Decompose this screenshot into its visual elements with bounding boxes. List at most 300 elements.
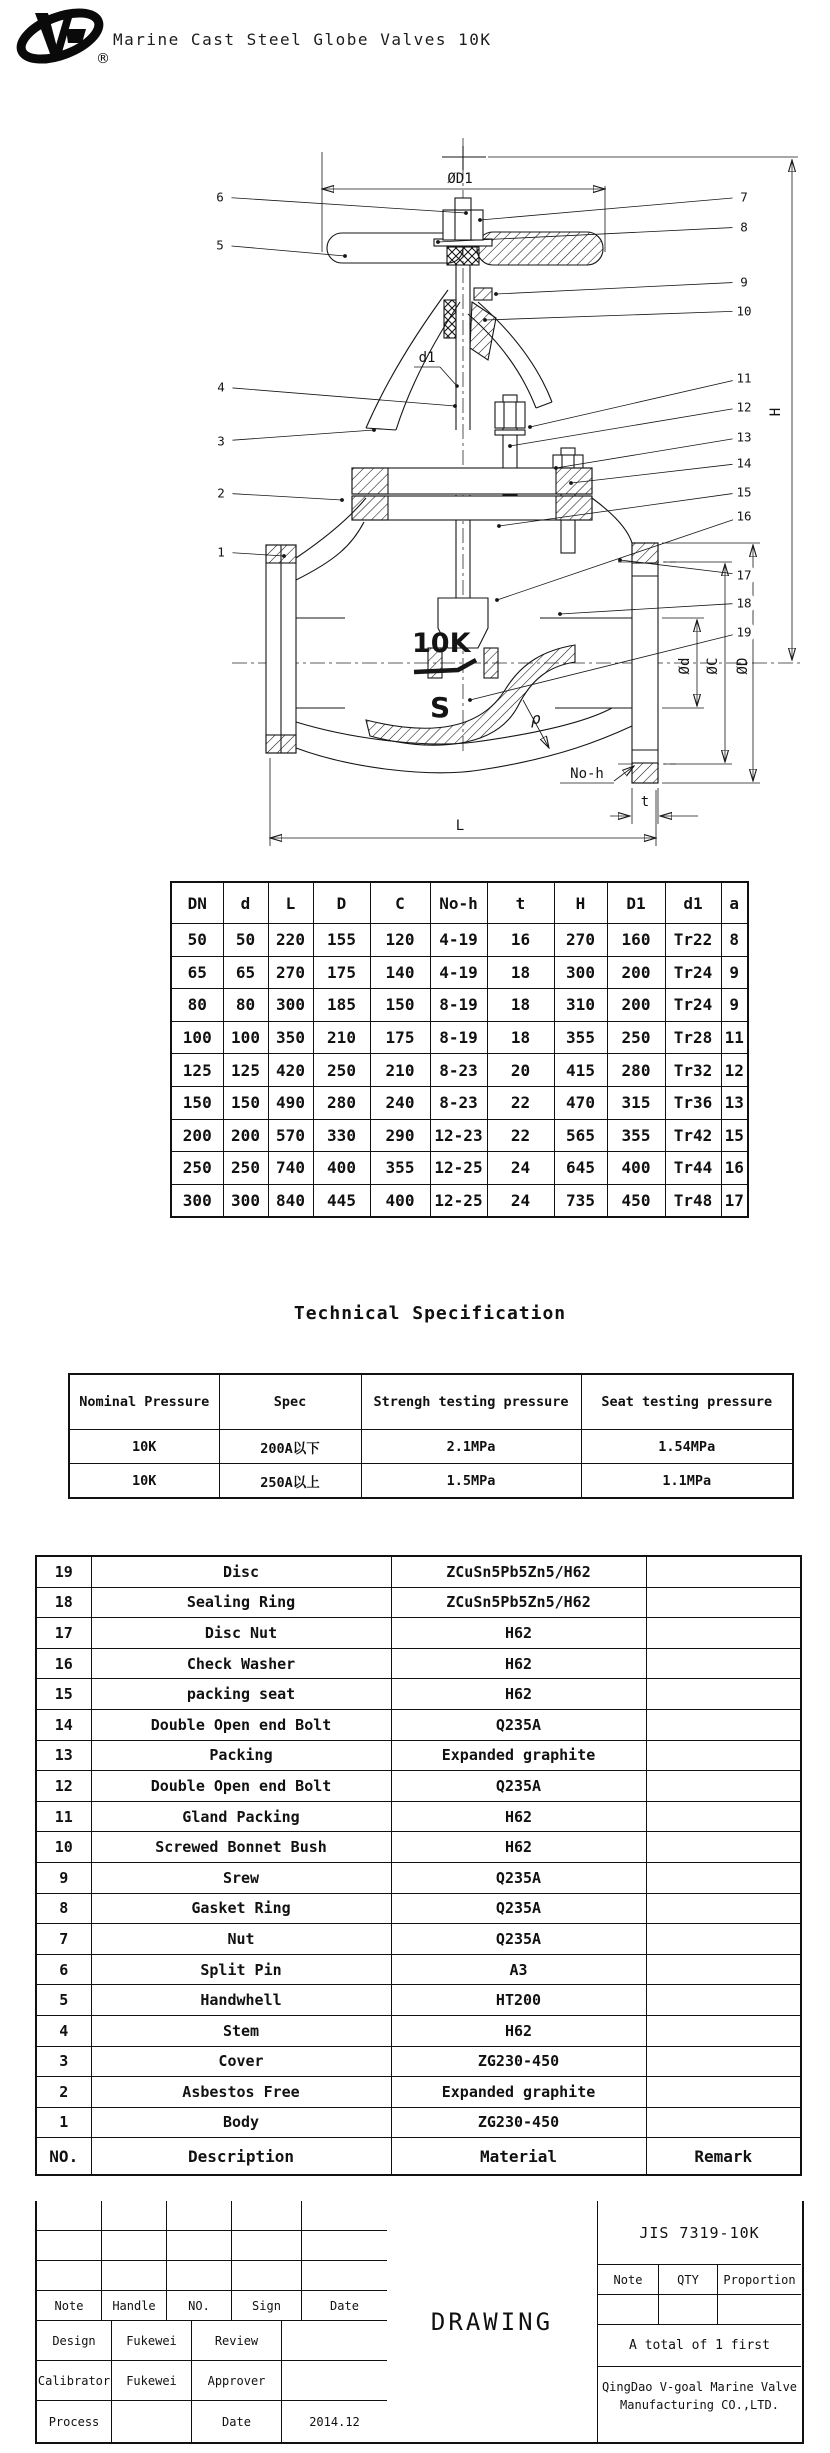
dim-value: 310 <box>554 989 607 1022</box>
parts-value: Screwed Bonnet Bush <box>91 1832 391 1863</box>
callout-10 <box>483 300 755 323</box>
dim-value: 470 <box>554 1086 607 1119</box>
svg-text:17: 17 <box>736 567 752 583</box>
parts-list-row <box>36 1832 801 1863</box>
dim-value: 200 <box>607 956 665 989</box>
dim-value: 250 <box>223 1152 268 1185</box>
rev-col-date: Date <box>302 2291 387 2321</box>
title-block-revision-grid <box>37 2201 387 2442</box>
parts-value: ZG230-450 <box>391 2107 646 2138</box>
parts-value <box>646 1648 801 1679</box>
parts-value <box>646 1771 801 1802</box>
sheet-total: A total of 1 first <box>598 2325 801 2367</box>
dimension-table-header-row <box>171 882 748 924</box>
parts-value: HT200 <box>391 1985 646 2016</box>
parts-value: Double Open end Bolt <box>91 1709 391 1740</box>
parts-list-row <box>36 1648 801 1679</box>
parts-value <box>646 1679 801 1710</box>
dim-col-header: D1 <box>607 882 665 924</box>
spec-col-header: Spec <box>219 1374 361 1430</box>
tech-spec-table <box>68 1373 794 1499</box>
dim-value: Tr22 <box>665 924 721 957</box>
dim-value: 80 <box>171 989 223 1022</box>
svg-text:1: 1 <box>217 544 225 560</box>
parts-value: 19 <box>36 1556 91 1587</box>
svg-text:4: 4 <box>217 379 225 395</box>
parts-value: 13 <box>36 1740 91 1771</box>
parts-value <box>646 2046 801 2077</box>
parts-value: 8 <box>36 1893 91 1924</box>
parts-value: ZCuSn5Pb5Zn5/H62 <box>391 1556 646 1587</box>
dim-value: 12-25 <box>430 1152 487 1185</box>
dim-value: 290 <box>370 1119 430 1152</box>
dim-value: 150 <box>171 1086 223 1119</box>
dim-value: Tr24 <box>665 956 721 989</box>
parts-list-header-row <box>36 2138 801 2176</box>
dim-value: 490 <box>268 1086 313 1119</box>
spec-value: 1.5MPa <box>361 1464 581 1499</box>
parts-value <box>646 2107 801 2138</box>
dim-value: 80 <box>223 989 268 1022</box>
dim-col-header: d <box>223 882 268 924</box>
dim-table-row <box>171 924 748 957</box>
dim-value: 150 <box>370 989 430 1022</box>
parts-value: Sealing Ring <box>91 1587 391 1618</box>
parts-value: H62 <box>391 1648 646 1679</box>
tech-spec-heading: Technical Specification <box>293 1303 567 1324</box>
dim-col-header: D <box>313 882 370 924</box>
dim-value: 420 <box>268 1054 313 1087</box>
stem-nut <box>443 198 483 240</box>
date-value: 2014.12 <box>309 2414 360 2429</box>
dim-value: 12 <box>721 1054 748 1087</box>
parts-value: 3 <box>36 2046 91 2077</box>
svg-text:3: 3 <box>217 433 225 449</box>
dim-value: 270 <box>268 956 313 989</box>
dim-value: Tr48 <box>665 1184 721 1217</box>
logo-mark <box>15 5 105 68</box>
parts-value <box>646 1862 801 1893</box>
parts-list-row <box>36 2077 801 2108</box>
parts-value <box>646 1954 801 1985</box>
dim-value: 20 <box>487 1054 554 1087</box>
dim-value: 240 <box>370 1086 430 1119</box>
parts-col-header: Description <box>91 2138 391 2176</box>
dim-value: 280 <box>313 1086 370 1119</box>
parts-list-row <box>36 1556 801 1587</box>
dim-value: 24 <box>487 1152 554 1185</box>
parts-value <box>646 1985 801 2016</box>
dim-table-row <box>171 989 748 1022</box>
parts-value: Check Washer <box>91 1648 391 1679</box>
title-block-info <box>598 2201 801 2442</box>
dim-value: 9 <box>721 956 748 989</box>
parts-value: Gland Packing <box>91 1801 391 1832</box>
dim-value: 8-23 <box>430 1054 487 1087</box>
dim-value: 22 <box>487 1119 554 1152</box>
svg-text:8: 8 <box>740 219 748 235</box>
parts-value <box>646 2077 801 2108</box>
parts-value: Body <box>91 2107 391 2138</box>
dim-value: 125 <box>223 1054 268 1087</box>
parts-value: Q235A <box>391 1924 646 1955</box>
parts-value <box>646 1801 801 1832</box>
parts-value: 5 <box>36 1985 91 2016</box>
qty-col-label: QTY <box>659 2265 718 2295</box>
svg-text:15: 15 <box>736 484 752 500</box>
parts-value: Disc Nut <box>91 1618 391 1649</box>
parts-value <box>646 1893 801 1924</box>
dim-value: 415 <box>554 1054 607 1087</box>
seat-partition <box>366 598 575 745</box>
bonnet-flange <box>352 468 592 520</box>
spec-value: 200A以下 <box>219 1430 361 1464</box>
dim-value: 570 <box>268 1119 313 1152</box>
rev-col-note: Note <box>37 2291 102 2321</box>
parts-list-row <box>36 1862 801 1893</box>
spec-value: 1.1MPa <box>581 1464 793 1499</box>
parts-value: Asbestos Free <box>91 2077 391 2108</box>
page-title: Marine Cast Steel Globe Valves 10K <box>113 30 492 49</box>
dim-value: 330 <box>313 1119 370 1152</box>
dim-value: 355 <box>607 1119 665 1152</box>
dim-value: 735 <box>554 1184 607 1217</box>
design-name: Fukewei <box>112 2321 192 2361</box>
process-label: Process <box>37 2401 112 2442</box>
spec-col-header: Nominal Pressure <box>69 1374 219 1430</box>
callout-14 <box>569 452 755 485</box>
dim-value: Tr36 <box>665 1086 721 1119</box>
dim-label-H: H <box>768 407 784 417</box>
dim-value: 15 <box>721 1119 748 1152</box>
dim-value: 200 <box>171 1119 223 1152</box>
dim-label-d: Ød <box>677 657 693 675</box>
dim-value: 4-19 <box>430 924 487 957</box>
parts-value: Split Pin <box>91 1954 391 1985</box>
dim-col-header: C <box>370 882 430 924</box>
tech-spec-header-row <box>69 1374 793 1430</box>
dim-value: 8 <box>721 924 748 957</box>
dim-label-L: L <box>455 818 465 834</box>
dim-table-row <box>171 1086 748 1119</box>
parts-value: 4 <box>36 2015 91 2046</box>
parts-value: Double Open end Bolt <box>91 1771 391 1802</box>
parts-value: Q235A <box>391 1893 646 1924</box>
svg-text:11: 11 <box>736 370 752 386</box>
parts-col-header: NO. <box>36 2138 91 2176</box>
dim-col-header: DN <box>171 882 223 924</box>
spec-col-header: Seat testing pressure <box>581 1374 793 1430</box>
dim-value: 355 <box>370 1152 430 1185</box>
parts-value: Cover <box>91 2046 391 2077</box>
svg-text:2: 2 <box>217 485 225 501</box>
dim-value: 13 <box>721 1086 748 1119</box>
parts-value <box>646 1709 801 1740</box>
parts-value: 17 <box>36 1618 91 1649</box>
parts-list-row <box>36 1954 801 1985</box>
dim-value: 185 <box>313 989 370 1022</box>
dim-col-header: L <box>268 882 313 924</box>
dim-value: Tr32 <box>665 1054 721 1087</box>
parts-value: Gasket Ring <box>91 1893 391 1924</box>
dim-value: 50 <box>171 924 223 957</box>
calibrator-name: Fukewei <box>112 2361 192 2401</box>
dim-table-row <box>171 1021 748 1054</box>
dim-value: 4-19 <box>430 956 487 989</box>
dim-value: 270 <box>554 924 607 957</box>
rev-col-no: NO. <box>167 2291 232 2321</box>
drawing-title-cell <box>387 2201 598 2442</box>
dim-table-row <box>171 1054 748 1087</box>
calibrator-label: Calibrator <box>37 2361 112 2401</box>
dim-value: 400 <box>370 1184 430 1217</box>
callout-11 <box>528 367 755 429</box>
approver-label: Approver <box>192 2361 282 2401</box>
dim-value: 175 <box>370 1021 430 1054</box>
dim-label-C: ØC <box>705 657 721 675</box>
dim-value: 645 <box>554 1152 607 1185</box>
parts-value: 10 <box>36 1832 91 1863</box>
parts-value: 12 <box>36 1771 91 1802</box>
parts-value: H62 <box>391 1801 646 1832</box>
dim-table-row <box>171 1119 748 1152</box>
parts-value: H62 <box>391 2015 646 2046</box>
company-line1: QingDao V-goal Marine Valve <box>601 2379 798 2394</box>
parts-value <box>646 2015 801 2046</box>
dim-value: 355 <box>554 1021 607 1054</box>
dim-value: 250 <box>313 1054 370 1087</box>
dim-col-header: t <box>487 882 554 924</box>
dim-value: Tr42 <box>665 1119 721 1152</box>
dim-value: 8-23 <box>430 1086 487 1119</box>
callout-3 <box>210 428 376 452</box>
dim-table-row <box>171 956 748 989</box>
parts-list-row <box>36 1801 801 1832</box>
parts-value: Stem <box>91 2015 391 2046</box>
dim-value: 210 <box>313 1021 370 1054</box>
spec-value: 250A以上 <box>219 1464 361 1499</box>
parts-value: 9 <box>36 1862 91 1893</box>
parts-value: ZCuSn5Pb5Zn5/H62 <box>391 1587 646 1618</box>
parts-value: 15 <box>36 1679 91 1710</box>
svg-text:10: 10 <box>736 303 752 319</box>
dim-value: 300 <box>223 1184 268 1217</box>
rev-col-sign: Sign <box>232 2291 302 2321</box>
dimension-table <box>170 881 749 1218</box>
dim-value: 50 <box>223 924 268 957</box>
outlet-flange <box>632 543 658 783</box>
dim-value: 16 <box>721 1152 748 1185</box>
dim-table-row <box>171 1184 748 1217</box>
dim-value: 8-19 <box>430 1021 487 1054</box>
parts-value: Expanded graphite <box>391 2077 646 2108</box>
callout-13 <box>554 426 755 470</box>
parts-value <box>646 1832 801 1863</box>
parts-list-row <box>36 1587 801 1618</box>
spec-table-row <box>69 1464 793 1499</box>
design-label: Design <box>37 2321 112 2361</box>
dim-value: 65 <box>223 956 268 989</box>
drawing-label: DRAWING <box>430 2307 554 2336</box>
parts-list-row <box>36 1709 801 1740</box>
svg-text:7: 7 <box>740 189 748 205</box>
dim-value: 300 <box>554 956 607 989</box>
dim-table-row <box>171 1152 748 1185</box>
dim-value: 350 <box>268 1021 313 1054</box>
dim-value: 155 <box>313 924 370 957</box>
parts-value: H62 <box>391 1679 646 1710</box>
dim-label-d1: d1 <box>418 350 436 366</box>
spec-value: 2.1MPa <box>361 1430 581 1464</box>
spec-table-row <box>69 1430 793 1464</box>
parts-list-row <box>36 1893 801 1924</box>
dim-value: 740 <box>268 1152 313 1185</box>
parts-list-row <box>36 1985 801 2016</box>
registered-mark-icon: ® <box>96 51 110 67</box>
spec-col-header: Strengh testing pressure <box>361 1374 581 1430</box>
valve-cross-section-drawing <box>0 85 830 855</box>
dim-value: 22 <box>487 1086 554 1119</box>
dim-value: 200 <box>223 1119 268 1152</box>
dim-value: 8-19 <box>430 989 487 1022</box>
parts-list-row <box>36 1924 801 1955</box>
dim-value: 250 <box>607 1021 665 1054</box>
parts-value: 18 <box>36 1587 91 1618</box>
dim-value: 210 <box>370 1054 430 1087</box>
spec-value: 1.54MPa <box>581 1430 793 1464</box>
svg-text:18: 18 <box>736 595 752 611</box>
parts-list-table <box>35 1555 802 2176</box>
dim-value: 315 <box>607 1086 665 1119</box>
dim-label-D: ØD <box>735 657 751 675</box>
title-block <box>35 2201 804 2444</box>
svg-text:6: 6 <box>216 189 224 205</box>
dim-value: 175 <box>313 956 370 989</box>
callout-5 <box>209 234 347 258</box>
date-label: Date <box>192 2401 282 2442</box>
parts-list-row <box>36 2107 801 2138</box>
dim-value: 11 <box>721 1021 748 1054</box>
dim-value: Tr24 <box>665 989 721 1022</box>
parts-list-row <box>36 2046 801 2077</box>
parts-value: Srew <box>91 1862 391 1893</box>
pressure-rating-mark: 10K <box>412 628 471 659</box>
callout-6 <box>209 186 468 215</box>
company-line2: Manufacturing CO.,LTD. <box>620 2397 779 2412</box>
dim-value: 200 <box>607 989 665 1022</box>
callout-2 <box>210 482 344 505</box>
parts-value: ZG230-450 <box>391 2046 646 2077</box>
callout-4 <box>210 376 457 408</box>
dim-value: 250 <box>171 1152 223 1185</box>
parts-list-row <box>36 1679 801 1710</box>
dim-value: 100 <box>223 1021 268 1054</box>
parts-value: Expanded graphite <box>391 1740 646 1771</box>
dim-value: 17 <box>721 1184 748 1217</box>
svg-text:14: 14 <box>736 455 752 471</box>
parts-value: H62 <box>391 1618 646 1649</box>
parts-value <box>646 1587 801 1618</box>
parts-value: Handwhell <box>91 1985 391 2016</box>
parts-value: 6 <box>36 1954 91 1985</box>
dim-value: 160 <box>607 924 665 957</box>
dim-value: 300 <box>171 1184 223 1217</box>
company-name <box>598 2367 801 2424</box>
parts-value: Q235A <box>391 1771 646 1802</box>
parts-value: H62 <box>391 1832 646 1863</box>
parts-value <box>646 1740 801 1771</box>
dim-value: 100 <box>171 1021 223 1054</box>
parts-value <box>646 1618 801 1649</box>
radius-mark: ρ <box>531 709 541 728</box>
parts-value: Q235A <box>391 1709 646 1740</box>
dim-value: 400 <box>607 1152 665 1185</box>
dim-col-header: No-h <box>430 882 487 924</box>
dim-value: 445 <box>313 1184 370 1217</box>
dim-value: 18 <box>487 989 554 1022</box>
parts-value: packing seat <box>91 1679 391 1710</box>
callout-7 <box>478 186 755 222</box>
dim-label-D1: ØD1 <box>447 171 473 187</box>
parts-value: Q235A <box>391 1862 646 1893</box>
dim-value: 120 <box>370 924 430 957</box>
proportion-col-label: Proportion <box>718 2265 801 2295</box>
parts-list-row <box>36 1771 801 1802</box>
svg-text:16: 16 <box>736 508 752 524</box>
dim-value: 140 <box>370 956 430 989</box>
parts-value: 14 <box>36 1709 91 1740</box>
parts-value: Disc <box>91 1556 391 1587</box>
parts-list-row <box>36 2015 801 2046</box>
parts-value <box>646 1556 801 1587</box>
review-label: Review <box>192 2321 282 2361</box>
callout-9 <box>494 271 755 296</box>
dim-col-header: a <box>721 882 748 924</box>
svg-text:5: 5 <box>216 237 224 253</box>
dim-value: 400 <box>313 1152 370 1185</box>
brand-logo <box>8 5 112 69</box>
note-col-label: Note <box>598 2265 659 2295</box>
parts-value: 11 <box>36 1801 91 1832</box>
dim-col-header: d1 <box>665 882 721 924</box>
parts-value: 7 <box>36 1924 91 1955</box>
dim-col-header: H <box>554 882 607 924</box>
dim-value: Tr28 <box>665 1021 721 1054</box>
dim-value: Tr44 <box>665 1152 721 1185</box>
parts-value: Nut <box>91 1924 391 1955</box>
dim-value: 150 <box>223 1086 268 1119</box>
parts-value: 1 <box>36 2107 91 2138</box>
svg-text:13: 13 <box>736 429 752 445</box>
parts-value: 16 <box>36 1648 91 1679</box>
spec-value: 10K <box>69 1430 219 1464</box>
dim-value: 125 <box>171 1054 223 1087</box>
dim-value: 16 <box>487 924 554 957</box>
parts-value: A3 <box>391 1954 646 1985</box>
parts-col-header: Remark <box>646 2138 801 2176</box>
dim-value: 24 <box>487 1184 554 1217</box>
dim-value: 12-23 <box>430 1119 487 1152</box>
dim-value: 18 <box>487 1021 554 1054</box>
dim-value: 12-25 <box>430 1184 487 1217</box>
dim-value: 65 <box>171 956 223 989</box>
dim-value: 9 <box>721 989 748 1022</box>
dim-value: 450 <box>607 1184 665 1217</box>
dim-value: 280 <box>607 1054 665 1087</box>
flow-direction-mark: S <box>430 691 451 724</box>
dim-label-noh: No-h <box>570 766 604 782</box>
svg-text:9: 9 <box>740 274 748 290</box>
